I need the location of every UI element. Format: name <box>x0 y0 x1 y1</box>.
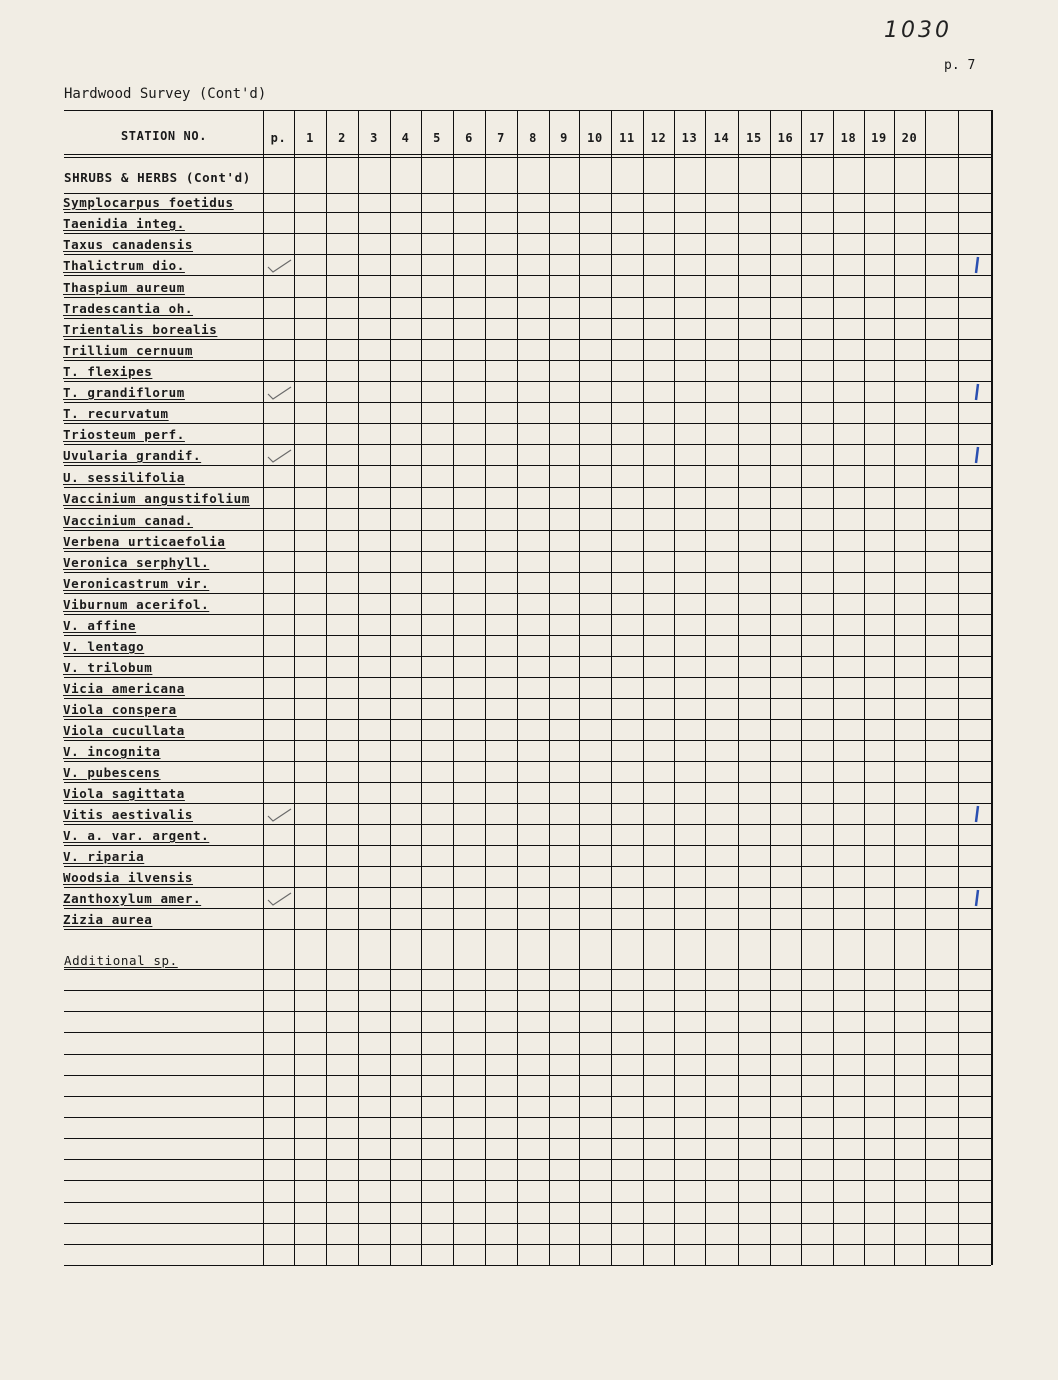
column-header: 14 <box>713 131 730 145</box>
species-name: Zanthoxylum amer. <box>63 891 202 906</box>
row-line <box>64 969 991 970</box>
blank-row-line <box>64 1096 991 1097</box>
species-name: Thalictrum dio. <box>63 258 185 273</box>
species-name: Viola cucullata <box>63 723 185 738</box>
column-line <box>517 110 518 1265</box>
row-line <box>64 929 991 930</box>
row-line <box>64 212 991 213</box>
column-line <box>643 110 644 1265</box>
column-header: 11 <box>619 131 635 145</box>
blank-row-line <box>64 990 991 991</box>
row-line <box>64 193 991 194</box>
row-line <box>64 614 991 615</box>
station-number-header: STATION NO. <box>120 129 208 143</box>
row-line <box>64 740 991 741</box>
row-line <box>64 719 991 720</box>
column-header: 15 <box>746 131 762 145</box>
row-line <box>64 782 991 783</box>
column-header: 1 <box>306 131 314 145</box>
species-name: Uvularia grandif. <box>63 448 202 463</box>
row-line <box>64 318 991 319</box>
blue-tick-mark-icon <box>972 382 982 406</box>
species-name: Verbena urticaefolia <box>63 534 226 549</box>
column-header: 8 <box>529 131 537 145</box>
column-header: 10 <box>587 131 603 145</box>
column-line <box>833 110 834 1265</box>
column-line <box>453 110 454 1265</box>
species-name: Trillium cernuum <box>63 343 194 358</box>
species-name: V. affine <box>63 618 137 633</box>
species-name: V. pubescens <box>63 765 161 780</box>
species-name: Zizia aurea <box>63 912 153 927</box>
column-header: 6 <box>465 131 473 145</box>
row-line <box>64 444 991 445</box>
row-line <box>64 824 991 825</box>
row-line <box>64 297 991 298</box>
row-line <box>64 803 991 804</box>
column-header: 20 <box>901 131 918 145</box>
row-line <box>64 465 991 466</box>
column-line <box>421 110 422 1265</box>
row-line <box>64 551 991 552</box>
pencil-check-icon <box>265 448 293 464</box>
section-header: SHRUBS & HERBS (Cont'd) <box>64 170 251 185</box>
column-header: 16 <box>777 131 794 145</box>
blue-tick-mark-icon <box>972 445 982 469</box>
row-line <box>64 656 991 657</box>
row-line <box>64 508 991 509</box>
column-line <box>390 110 391 1265</box>
column-line <box>991 110 993 1265</box>
column-line <box>611 110 612 1265</box>
row-line <box>64 572 991 573</box>
row-line <box>64 233 991 234</box>
blank-row-line <box>64 1265 991 1266</box>
column-line <box>358 110 359 1265</box>
blank-row-line <box>64 1138 991 1139</box>
blank-row-line <box>64 1011 991 1012</box>
column-line <box>864 110 865 1265</box>
species-name: Taenidia integ. <box>63 216 185 231</box>
species-name: Symplocarpus foetidus <box>63 195 234 210</box>
species-name: Vitis aestivalis <box>63 807 194 822</box>
blank-row-line <box>64 1244 991 1245</box>
handwritten-page-number: 1030 <box>884 18 952 43</box>
species-name: Woodsia ilvensis <box>63 870 194 885</box>
column-line <box>770 110 771 1265</box>
species-name: Vaccinium canad. <box>63 513 194 528</box>
species-name: V. trilobum <box>63 660 153 675</box>
species-name: Viola conspera <box>63 702 177 717</box>
species-name: V. incognita <box>63 744 161 759</box>
column-header: 13 <box>681 131 698 145</box>
column-line <box>705 110 706 1265</box>
column-line <box>294 110 295 1265</box>
species-name: Viola sagittata <box>63 786 185 801</box>
row-line <box>64 635 991 636</box>
blue-tick-mark-icon <box>972 804 982 828</box>
row-line <box>64 530 991 531</box>
pencil-check-icon <box>265 258 293 274</box>
species-name: T. flexipes <box>63 364 153 379</box>
species-name: Thaspium aureum <box>63 280 185 295</box>
document-title: Hardwood Survey (Cont'd) <box>64 86 267 102</box>
blank-row-line <box>64 1075 991 1076</box>
blank-row-line <box>64 1032 991 1033</box>
blue-tick-mark-icon <box>972 255 982 279</box>
table-top-border <box>64 110 991 111</box>
row-line <box>64 254 991 255</box>
row-line <box>64 677 991 678</box>
column-line <box>485 110 486 1265</box>
row-line <box>64 487 991 488</box>
row-line <box>64 908 991 909</box>
blank-row-line <box>64 1180 991 1181</box>
row-line <box>64 761 991 762</box>
column-header: 17 <box>809 131 825 145</box>
pencil-check-icon <box>265 891 293 907</box>
species-name: V. lentago <box>63 639 145 654</box>
pencil-check-icon <box>265 385 293 401</box>
column-line <box>801 110 802 1265</box>
column-line <box>263 110 264 1265</box>
species-name: Taxus canadensis <box>63 237 194 252</box>
header-rule-double <box>64 157 991 158</box>
row-line <box>64 698 991 699</box>
page-label: p. 7 <box>944 58 976 73</box>
column-header: 12 <box>650 131 667 145</box>
species-name: Vaccinium angustifolium <box>63 491 250 506</box>
column-line <box>925 110 926 1265</box>
species-name: Vicia americana <box>63 681 185 696</box>
species-name: Viburnum acerifol. <box>63 597 210 612</box>
species-name: T. recurvatum <box>63 406 169 421</box>
species-name: Tradescantia oh. <box>63 301 194 316</box>
column-line <box>738 110 739 1265</box>
blank-row-line <box>64 1223 991 1224</box>
row-line <box>64 275 991 276</box>
column-header: 7 <box>497 131 505 145</box>
row-line <box>64 845 991 846</box>
species-name: Triosteum perf. <box>63 427 185 442</box>
row-line <box>64 360 991 361</box>
column-header: 19 <box>871 131 887 145</box>
row-line <box>64 423 991 424</box>
column-header: 18 <box>840 131 857 145</box>
additional-species-label: Additional sp. <box>64 953 178 968</box>
column-header: 9 <box>560 131 568 145</box>
column-line <box>894 110 895 1265</box>
header-rule <box>64 154 991 155</box>
blank-row-line <box>64 1054 991 1055</box>
column-line <box>579 110 580 1265</box>
row-line <box>64 381 991 382</box>
blue-tick-mark-icon <box>972 888 982 912</box>
species-name: Trientalis borealis <box>63 322 218 337</box>
column-line <box>958 110 959 1265</box>
row-line <box>64 887 991 888</box>
blank-row-line <box>64 1159 991 1160</box>
row-line <box>64 866 991 867</box>
row-line <box>64 339 991 340</box>
column-header: 3 <box>370 131 378 145</box>
blank-row-line <box>64 1202 991 1203</box>
species-name: Veronicastrum vir. <box>63 576 210 591</box>
column-header: 4 <box>401 131 410 145</box>
species-name: V. riparia <box>63 849 145 864</box>
row-line <box>64 402 991 403</box>
column-header: p. <box>270 131 287 145</box>
species-name: T. grandiflorum <box>63 385 185 400</box>
column-header: 5 <box>433 131 441 145</box>
column-line <box>549 110 550 1265</box>
column-header: 2 <box>338 131 346 145</box>
row-line <box>64 593 991 594</box>
column-line <box>326 110 327 1265</box>
species-name: V. a. var. argent. <box>63 828 210 843</box>
species-name: Veronica serphyll. <box>63 555 210 570</box>
pencil-check-icon <box>265 807 293 823</box>
blank-row-line <box>64 1117 991 1118</box>
column-line <box>674 110 675 1265</box>
species-name: U. sessilifolia <box>63 470 185 485</box>
